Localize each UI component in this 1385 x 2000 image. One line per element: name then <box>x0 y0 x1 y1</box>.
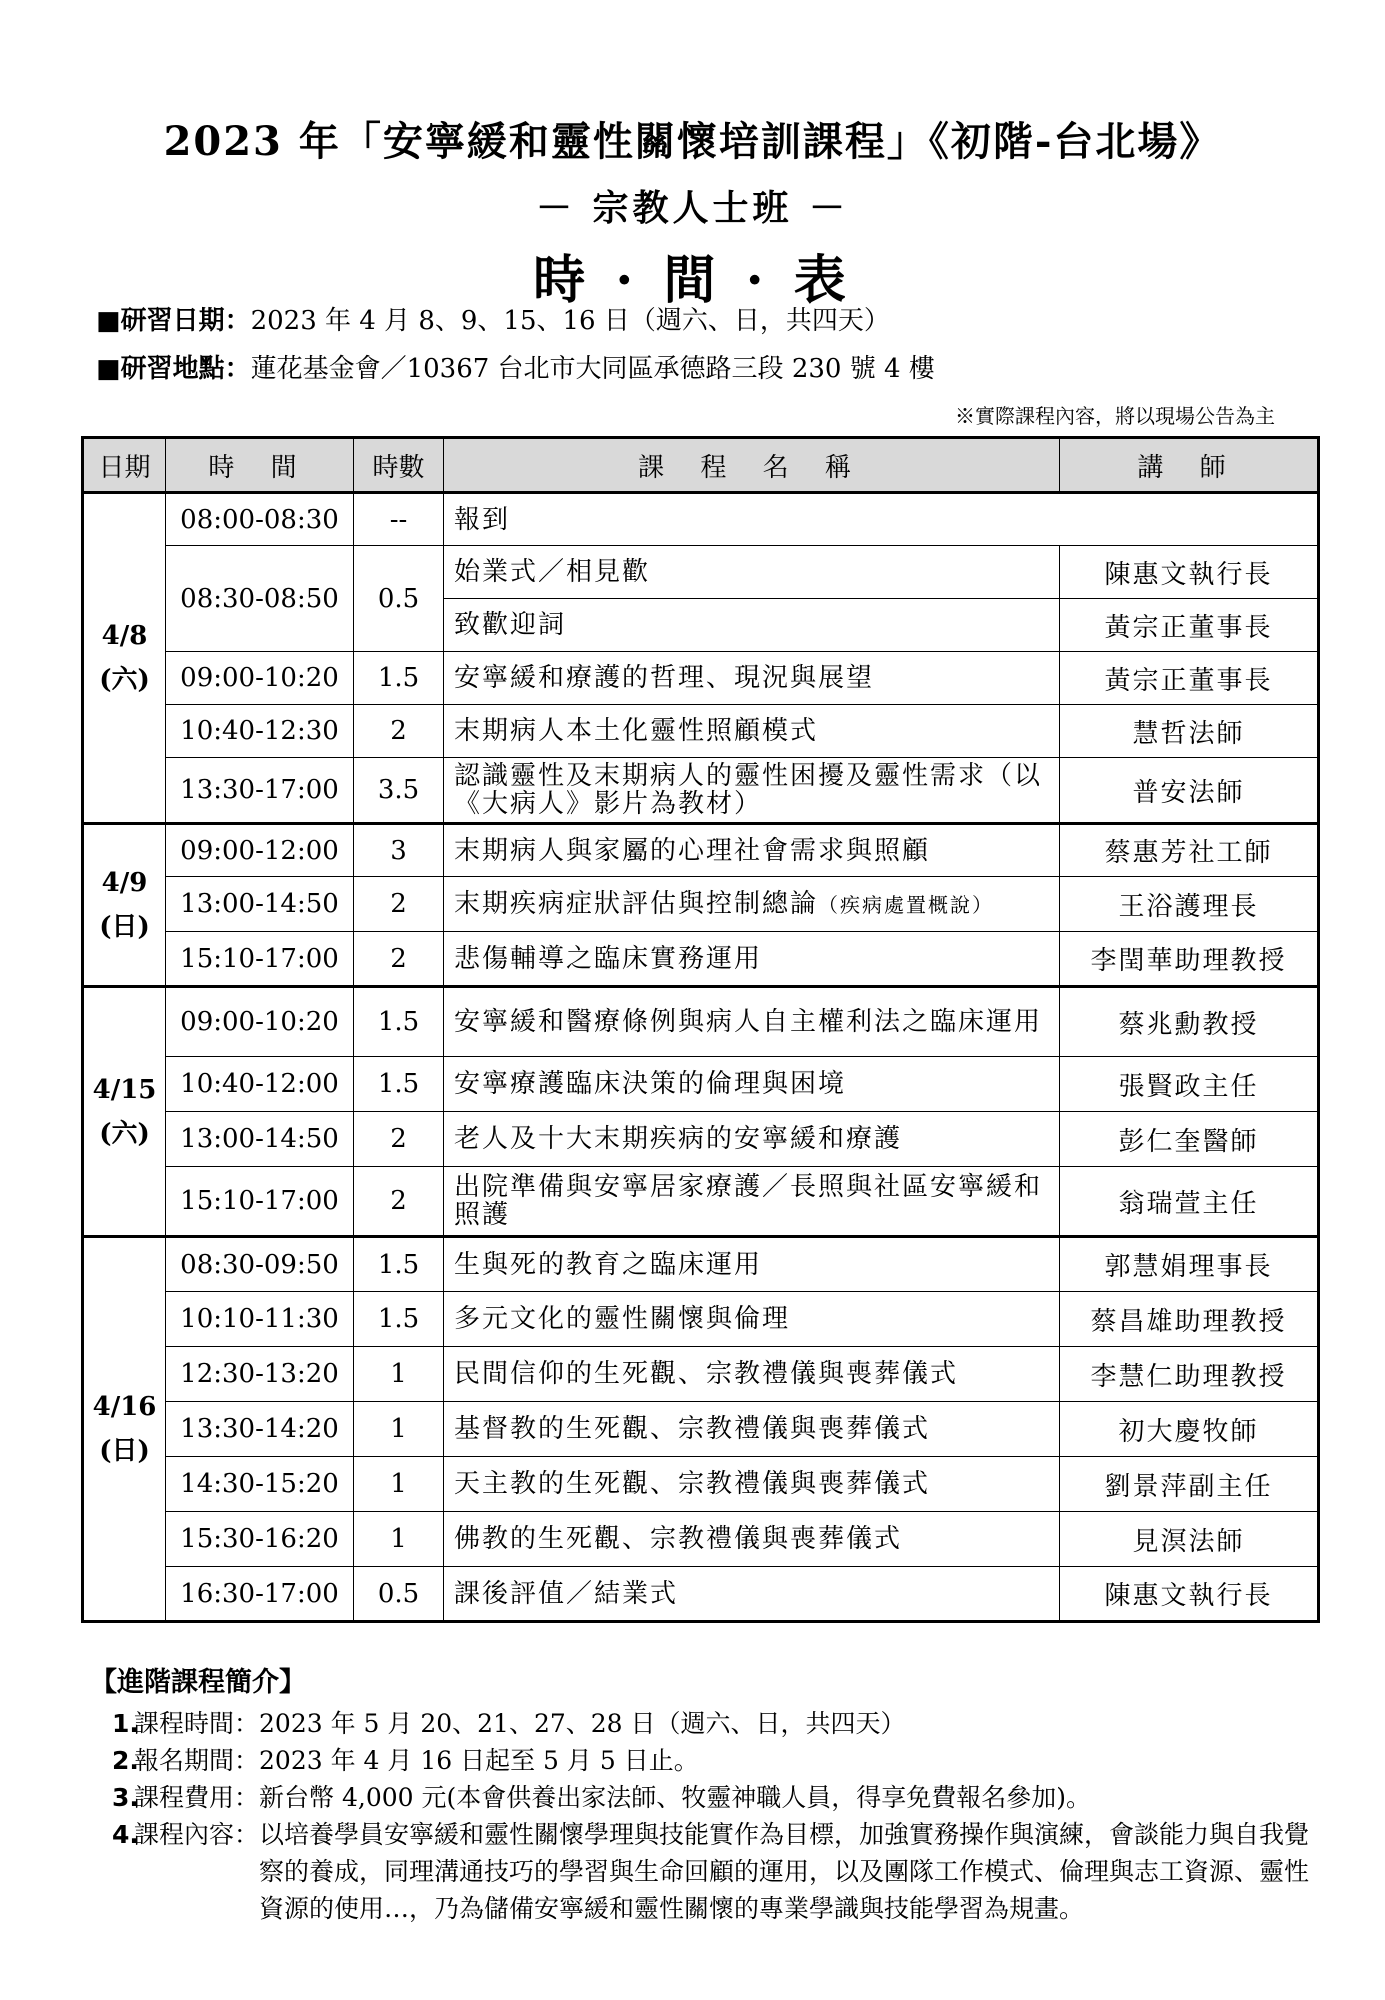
course-cell: 悲傷輔導之臨床實務運用 <box>444 932 1060 987</box>
hours-cell: 1.5 <box>354 987 444 1057</box>
teacher-cell: 普安法師 <box>1060 758 1319 824</box>
table-row <box>83 1057 1319 1112</box>
advanced-course-title: 【進階課程簡介】 <box>90 1667 306 1698</box>
course-cell: 課後評值／結業式 <box>444 1567 1060 1622</box>
teacher-cell: 彭仁奎醫師 <box>1060 1112 1319 1167</box>
teacher-cell: 初大慶牧師 <box>1060 1402 1319 1457</box>
item-number: 2. <box>112 1746 139 1775</box>
hours-cell: 1.5 <box>354 1057 444 1112</box>
time-cell: 08:00-08:30 <box>166 493 354 546</box>
hours-cell: 2 <box>354 932 444 987</box>
time-cell: 15:10-17:00 <box>166 1167 354 1237</box>
table-row <box>83 652 1319 705</box>
teacher-cell: 黃宗正董事長 <box>1060 599 1319 652</box>
teacher-cell: 陳惠文執行長 <box>1060 1567 1319 1622</box>
table-row <box>83 546 1319 599</box>
teacher-cell: 黃宗正董事長 <box>1060 652 1319 705</box>
list-item <box>112 1705 1322 1742</box>
course-cell: 報到 <box>444 493 1319 546</box>
hours-cell: -- <box>354 493 444 546</box>
time-cell: 09:00-12:00 <box>166 824 354 877</box>
header-teacher: 講 師 <box>1060 438 1319 493</box>
hours-cell: 3 <box>354 824 444 877</box>
training-location-label: ■研習地點： <box>96 354 251 384</box>
item-value: 以培養學員安寧緩和靈性關懷學理與技能實作為目標，加強實務操作與演練，會談能力與自我覺察的養成，同理溝通技巧的學習與生命回顧的運用，以及團隊工作模式、倫理與志工資源、靈性資源的使用…，乃為儲備安寧緩和靈性關懷的專業學識與技能學習為規畫。 <box>259 1820 1310 1923</box>
course-cell: 出院準備與安寧居家療護／長照與社區安寧緩和照護 <box>444 1167 1060 1237</box>
schedule-heading: 時 · 間 · 表 <box>533 250 852 311</box>
date-label: 4/15 <box>92 1074 157 1105</box>
item-label: 課程費用： <box>134 1783 260 1812</box>
time-cell: 08:30-08:50 <box>166 546 354 652</box>
course-cell: 民間信仰的生死觀、宗教禮儀與喪葬儀式 <box>444 1347 1060 1402</box>
table-row <box>83 758 1319 824</box>
item-number: 4. <box>112 1820 139 1849</box>
date-cell <box>83 493 166 824</box>
course-cell: 安寧緩和療護的哲理、現況與展望 <box>444 652 1060 705</box>
hours-cell: 0.5 <box>354 1567 444 1622</box>
table-row <box>83 877 1319 932</box>
training-location <box>96 348 935 385</box>
training-dates-value: 2023 年 4 月 8、9、15、16 日（週六、日，共四天） <box>250 306 890 336</box>
hours-cell: 1 <box>354 1347 444 1402</box>
item-label: 課程內容： <box>134 1820 260 1849</box>
hours-cell: 1 <box>354 1457 444 1512</box>
course-cell: 始業式／相見歡 <box>444 546 1060 599</box>
document-title: 2023 年「安寧緩和靈性關懷培訓課程」《初階-台北場》 <box>163 118 1222 165</box>
date-cell <box>83 987 166 1237</box>
date-cell <box>83 824 166 987</box>
training-dates-label: ■研習日期： <box>96 306 251 336</box>
course-cell: 安寧療護臨床決策的倫理與困境 <box>444 1057 1060 1112</box>
day-label: (六) <box>99 665 150 695</box>
time-cell: 14:30-15:20 <box>166 1457 354 1512</box>
table-row <box>83 824 1319 877</box>
hours-cell: 2 <box>354 1112 444 1167</box>
table-row <box>83 493 1319 546</box>
day-label: (日) <box>99 1436 150 1466</box>
time-cell: 16:30-17:00 <box>166 1567 354 1622</box>
time-cell: 09:00-10:20 <box>166 652 354 705</box>
teacher-cell: 王浴護理長 <box>1060 877 1319 932</box>
hours-cell: 1.5 <box>354 652 444 705</box>
table-row <box>83 705 1319 758</box>
course-text: 末期疾病症狀評估與控制總論 <box>454 888 819 919</box>
time-cell: 15:10-17:00 <box>166 932 354 987</box>
table-row <box>83 1112 1319 1167</box>
course-cell <box>444 877 1060 932</box>
teacher-cell: 蔡昌雄助理教授 <box>1060 1292 1319 1347</box>
table-row <box>83 1567 1319 1622</box>
day-label: (六) <box>99 1118 150 1149</box>
teacher-cell: 翁瑞萱主任 <box>1060 1167 1319 1237</box>
course-cell: 佛教的生死觀、宗教禮儀與喪葬儀式 <box>444 1512 1060 1567</box>
table-row <box>83 1292 1319 1347</box>
time-cell: 12:30-13:20 <box>166 1347 354 1402</box>
table-row <box>83 987 1319 1057</box>
advanced-course-list <box>112 1705 1322 1927</box>
teacher-cell: 劉景萍副主任 <box>1060 1457 1319 1512</box>
time-cell: 15:30-16:20 <box>166 1512 354 1567</box>
date-label: 4/16 <box>92 1392 157 1422</box>
header-hours: 時數 <box>354 438 444 493</box>
item-number: 3. <box>112 1783 139 1812</box>
teacher-cell: 蔡惠芳社工師 <box>1060 824 1319 877</box>
course-cell: 安寧緩和醫療條例與病人自主權利法之臨床運用 <box>444 987 1060 1057</box>
course-cell: 致歡迎詞 <box>444 599 1060 652</box>
teacher-cell: 李慧仁助理教授 <box>1060 1347 1319 1402</box>
teacher-cell: 郭慧娟理事長 <box>1060 1237 1319 1292</box>
course-cell: 生與死的教育之臨床運用 <box>444 1237 1060 1292</box>
item-value: 2023 年 4 月 16 日起至 5 月 5 日止。 <box>259 1746 699 1775</box>
time-cell: 09:00-10:20 <box>166 987 354 1057</box>
course-cell: 老人及十大末期疾病的安寧緩和療護 <box>444 1112 1060 1167</box>
hours-cell: 1 <box>354 1512 444 1567</box>
teacher-cell: 蔡兆勳教授 <box>1060 987 1319 1057</box>
table-row <box>83 1402 1319 1457</box>
course-cell: 多元文化的靈性關懷與倫理 <box>444 1292 1060 1347</box>
table-row <box>83 1237 1319 1292</box>
header-time: 時 間 <box>166 438 354 493</box>
list-item <box>112 1779 1322 1816</box>
hours-cell: 2 <box>354 877 444 932</box>
training-location-value: 蓮花基金會／10367 台北市大同區承德路三段 230 號 4 樓 <box>250 354 935 384</box>
hours-cell: 2 <box>354 705 444 758</box>
teacher-cell: 陳惠文執行長 <box>1060 546 1319 599</box>
time-cell: 08:30-09:50 <box>166 1237 354 1292</box>
table-row <box>83 1512 1319 1567</box>
header-date: 日期 <box>83 438 166 493</box>
course-cell: 認識靈性及末期病人的靈性困擾及靈性需求（以《大病人》影片為教材） <box>444 758 1060 824</box>
time-cell: 10:40-12:30 <box>166 705 354 758</box>
header-course: 課 程 名 稱 <box>444 438 1060 493</box>
schedule-table <box>81 436 1320 1623</box>
course-cell: 末期病人本土化靈性照顧模式 <box>444 705 1060 758</box>
item-label: 報名期間： <box>134 1746 260 1775</box>
time-cell: 13:00-14:50 <box>166 1112 354 1167</box>
table-header-row <box>83 438 1319 493</box>
time-cell: 13:00-14:50 <box>166 877 354 932</box>
time-cell: 10:40-12:00 <box>166 1057 354 1112</box>
item-label: 課程時間： <box>134 1709 260 1738</box>
table-row <box>83 1347 1319 1402</box>
hours-cell: 0.5 <box>354 546 444 652</box>
date-label: 4/9 <box>101 868 148 898</box>
date-cell <box>83 1237 166 1622</box>
teacher-cell: 張賢政主任 <box>1060 1057 1319 1112</box>
hours-cell: 2 <box>354 1167 444 1237</box>
item-number: 1. <box>112 1709 139 1738</box>
teacher-cell: 見溟法師 <box>1060 1512 1319 1567</box>
list-item <box>112 1742 1322 1779</box>
hours-cell: 3.5 <box>354 758 444 824</box>
course-cell: 天主教的生死觀、宗教禮儀與喪葬儀式 <box>444 1457 1060 1512</box>
hours-cell: 1.5 <box>354 1292 444 1347</box>
teacher-cell: 李閏華助理教授 <box>1060 932 1319 987</box>
item-value: 2023 年 5 月 20、21、27、28 日（週六、日，共四天） <box>259 1709 906 1738</box>
course-cell: 末期病人與家屬的心理社會需求與照顧 <box>444 824 1060 877</box>
teacher-cell: 慧哲法師 <box>1060 705 1319 758</box>
hours-cell: 1 <box>354 1402 444 1457</box>
training-dates <box>96 300 890 337</box>
table-row <box>83 1167 1319 1237</box>
item-value: 新台幣 4,000 元(本會供養出家法師、牧靈神職人員，得享免費報名參加)。 <box>259 1783 1091 1812</box>
course-note: （疾病處置概說） <box>818 892 995 917</box>
date-label: 4/8 <box>101 621 148 651</box>
table-row <box>83 1457 1319 1512</box>
day-label: (日) <box>99 912 150 942</box>
time-cell: 10:10-11:30 <box>166 1292 354 1347</box>
hours-cell: 1.5 <box>354 1237 444 1292</box>
document-subtitle: － 宗教人士班 － <box>535 187 850 229</box>
time-cell: 13:30-14:20 <box>166 1402 354 1457</box>
list-item <box>112 1816 1322 1927</box>
schedule-note: ※實際課程內容，將以現場公告為主 <box>955 404 1275 428</box>
course-cell: 基督教的生死觀、宗教禮儀與喪葬儀式 <box>444 1402 1060 1457</box>
time-cell: 13:30-17:00 <box>166 758 354 824</box>
table-row <box>83 932 1319 987</box>
